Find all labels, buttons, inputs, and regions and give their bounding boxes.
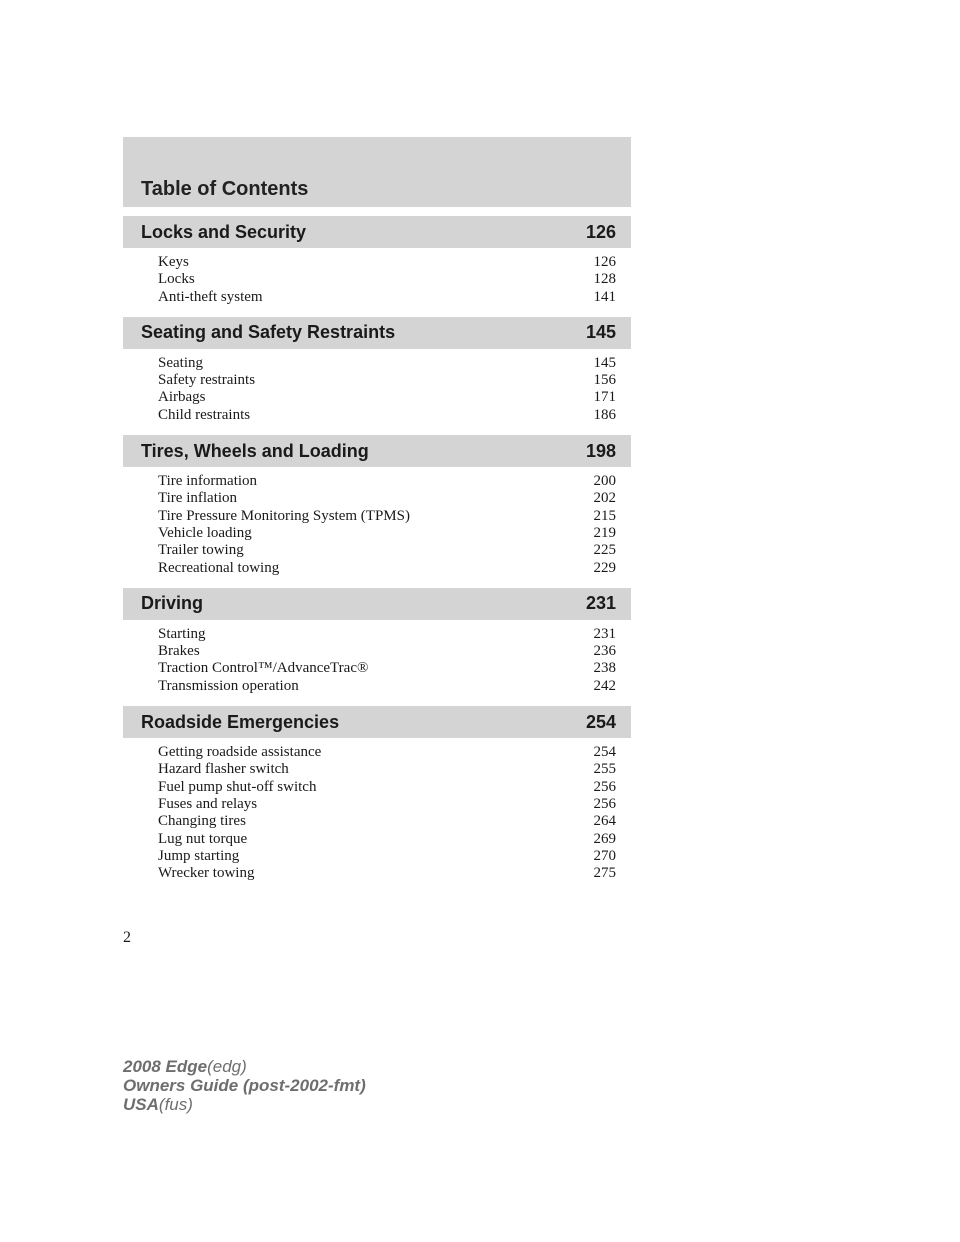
toc-entry[interactable] (158, 372, 616, 389)
toc-entry[interactable] (158, 848, 616, 865)
toc-entry[interactable] (158, 796, 616, 813)
toc-section (123, 588, 631, 706)
entry-label: Wrecker towing (158, 865, 255, 882)
entry-page-number: 128 (593, 271, 616, 288)
entry-label: Jump starting (158, 847, 240, 864)
section-title: Seating and Safety Restraints (141, 322, 396, 343)
entry-label: Fuses and relays (158, 795, 258, 812)
toc-entry[interactable] (158, 542, 616, 559)
entry-page-number: 215 (593, 507, 616, 524)
entry-page-number: 171 (593, 389, 616, 406)
toc-entry[interactable] (158, 473, 616, 490)
toc-entry[interactable] (158, 779, 616, 796)
toc-entry[interactable] (158, 271, 616, 288)
section-header[interactable] (123, 706, 631, 738)
entry-label: Anti-theft system (158, 288, 263, 305)
section-title: Roadside Emergencies (141, 711, 340, 732)
entry-page-number: 269 (593, 830, 616, 847)
entry-page-number: 231 (593, 625, 616, 642)
entry-label: Hazard flasher switch (158, 761, 289, 778)
toc-entry[interactable] (158, 660, 616, 677)
entry-page-number: 275 (593, 865, 616, 882)
entry-page-number: 254 (593, 744, 616, 761)
section-page-number: 145 (585, 322, 616, 343)
section-header[interactable] (123, 435, 631, 467)
entry-label: Airbags (158, 389, 206, 406)
footer-market: USA (123, 1095, 159, 1114)
toc-entry[interactable] (158, 508, 616, 525)
entry-page-number: 256 (593, 795, 616, 812)
entry-label: Safety restraints (158, 372, 256, 389)
entry-label: Lug nut torque (158, 830, 248, 847)
section-page-number: 126 (585, 221, 616, 242)
toc-entry[interactable] (158, 626, 616, 643)
entry-page-number: 264 (593, 813, 616, 830)
toc-section (123, 216, 631, 317)
entry-page-number: 202 (593, 490, 616, 507)
toc-entry[interactable] (158, 678, 616, 695)
entry-page-number: 238 (593, 660, 616, 677)
section-page-number: 231 (585, 593, 616, 614)
toc-entry[interactable] (158, 831, 616, 848)
entry-label: Tire information (158, 473, 258, 490)
section-entries (123, 248, 631, 317)
section-title: Locks and Security (141, 221, 307, 242)
footer-guide: Owners Guide (post-2002-fmt) (123, 1076, 366, 1095)
document-footer (123, 1057, 366, 1114)
section-header[interactable] (123, 317, 631, 349)
entry-page-number: 270 (593, 847, 616, 864)
toc-section (123, 317, 631, 435)
entry-label: Transmission operation (158, 677, 299, 694)
entry-page-number: 219 (593, 524, 616, 541)
section-entries (123, 620, 631, 706)
section-page-number: 254 (585, 711, 616, 732)
toc-section (123, 706, 631, 893)
entry-page-number: 242 (593, 677, 616, 694)
section-entries (123, 349, 631, 435)
section-title: Driving (141, 593, 204, 614)
entry-label: Getting roadside assistance (158, 744, 322, 761)
entry-page-number: 186 (593, 406, 616, 423)
toc-entry[interactable] (158, 865, 616, 882)
toc-entry[interactable] (158, 355, 616, 372)
entry-label: Tire Pressure Monitoring System (TPMS) (158, 507, 410, 524)
entry-page-number: 229 (593, 559, 616, 576)
section-entries (123, 738, 631, 893)
entry-label: Fuel pump shut-off switch (158, 778, 317, 795)
entry-label: Trailer towing (158, 542, 244, 559)
entry-page-number: 145 (593, 354, 616, 371)
toc-entry[interactable] (158, 813, 616, 830)
entry-label: Starting (158, 625, 206, 642)
toc-entry[interactable] (158, 560, 616, 577)
entry-label: Keys (158, 254, 189, 270)
entry-label: Child restraints (158, 406, 251, 423)
section-header[interactable] (123, 588, 631, 620)
section-entries (123, 467, 631, 588)
entry-page-number: 255 (593, 761, 616, 778)
entry-label: Changing tires (158, 813, 246, 830)
toc-entry[interactable] (158, 643, 616, 660)
toc-entry[interactable] (158, 389, 616, 406)
page-title: Table of Contents (141, 178, 309, 200)
entry-label: Recreational towing (158, 559, 280, 576)
toc-entry[interactable] (158, 289, 616, 306)
toc-entry[interactable] (158, 254, 616, 271)
footer-market-code: (fus) (158, 1095, 193, 1114)
page-number: 2 (123, 929, 131, 946)
toc-entry[interactable] (158, 525, 616, 542)
entry-page-number: 200 (593, 473, 616, 490)
toc-entry[interactable] (158, 407, 616, 424)
footer-line-3 (123, 1095, 366, 1114)
entry-page-number: 236 (593, 643, 616, 660)
entry-page-number: 156 (593, 372, 616, 389)
toc-title-banner (123, 137, 631, 207)
footer-model-code: (edg) (207, 1057, 247, 1076)
footer-line-1 (123, 1057, 366, 1076)
entry-page-number: 141 (593, 288, 616, 305)
toc-entry[interactable] (158, 744, 616, 761)
footer-model: 2008 Edge (123, 1057, 208, 1076)
entry-page-number: 126 (593, 254, 616, 270)
toc-section (123, 435, 631, 588)
entry-label: Vehicle loading (158, 524, 252, 541)
section-header[interactable] (123, 216, 631, 248)
section-page-number: 198 (585, 440, 616, 461)
entry-page-number: 225 (593, 542, 616, 559)
entry-label: Traction Control™/AdvanceTrac® (158, 660, 369, 677)
entry-page-number: 256 (593, 778, 616, 795)
toc-entry[interactable] (158, 761, 616, 778)
toc-entry[interactable] (158, 490, 616, 507)
table-of-contents (123, 216, 631, 893)
entry-label: Tire inflation (158, 490, 238, 507)
entry-label: Brakes (158, 643, 200, 660)
entry-label: Seating (158, 354, 203, 371)
entry-label: Locks (158, 271, 195, 288)
footer-line-2 (123, 1076, 366, 1095)
section-title: Tires, Wheels and Loading (141, 440, 369, 461)
